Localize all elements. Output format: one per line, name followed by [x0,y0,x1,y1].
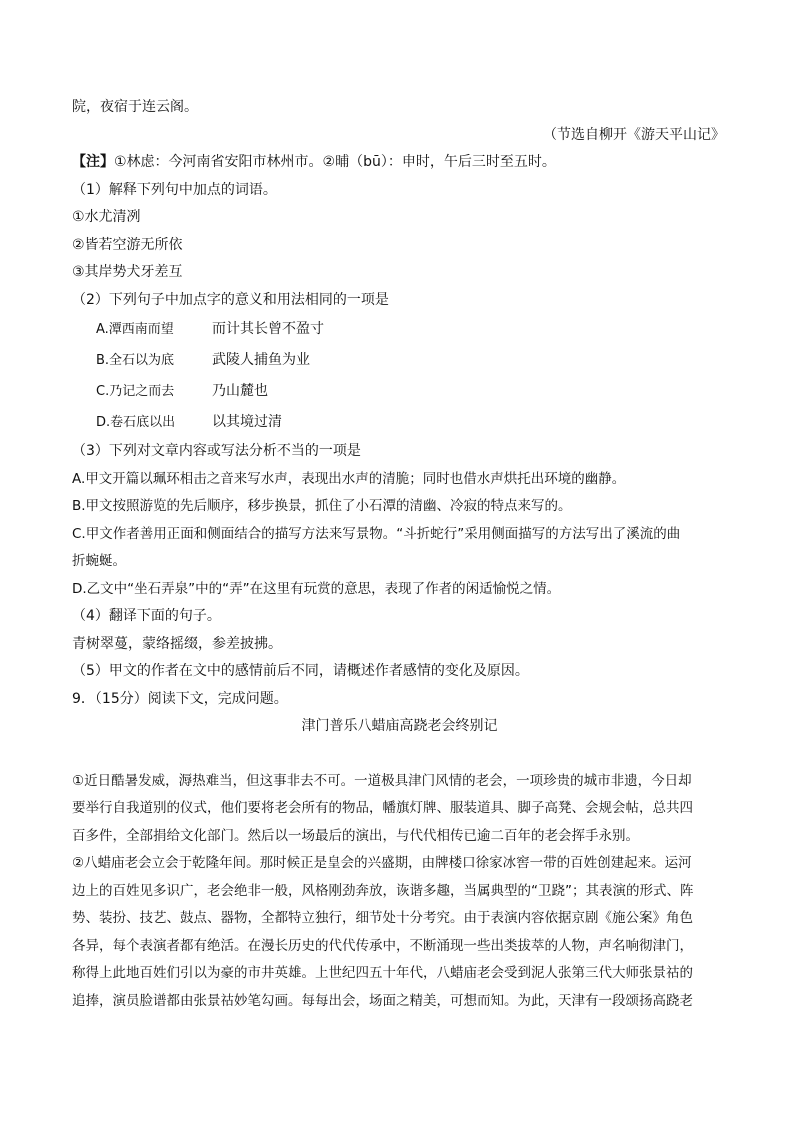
question-2-option-b [72,345,727,376]
option-right: 而计其长曾不盈寸 [212,321,324,337]
option-right: 乃山麓也 [212,383,268,399]
question-3-option: C.甲文作者善用正面和侧面结合的描写方法来写景物。“斗折蛇行”采用侧面描写的方法写出了溪流的曲 [72,525,681,542]
question-3-option: D.乙文中“坐石弄泉”中的“弄”在这里有玩赏的意思，表现了作者的闲适愉悦之情。 [72,580,561,597]
paragraph-line: 称得上此地百姓们引以为豪的市井英雄。上世纪四五十年代，八蜡庙老会受到泥人张第三代大师张景祜的 [72,965,693,981]
article-paragraph-2 [72,850,727,1015]
footnote [72,149,727,177]
option-right: 以其境过清 [212,414,282,430]
passage-tail: 院，夜宿于连云阁。 [72,99,198,115]
option-right: 武陵人捕鱼为业 [212,352,310,368]
paragraph-line: 各异，每个表演者都有绝活。在漫长历史的代代传承中，不断涌现一些出类拔萃的人物，声名响彻津门， [72,937,693,954]
question-1-item: ③其岸势犬牙差互 [72,264,183,280]
paragraph-line: ②八蜡庙老会立会于乾隆年间。那时候正是皇会的兴盛期，由牌楼口徐家冰窖一带的百姓创建起来。运河 [72,855,692,871]
paragraph-line: 百多件，全部捐给文化部门。然后以一场最后的演出，与代代相传已逾二百年的老会挥手永别。 [72,827,639,844]
question-3-option: B.甲文按照游览的先后顺序，移步换景，抓住了小石潭的清幽、冷寂的特点来写的。 [72,498,572,514]
option-left: A.潭西南而望 [96,322,174,337]
footnote-label: 【注】 [72,154,114,170]
question-4-sentence: 青树翠蔓，蒙络摇缀，参差披拂。 [72,635,282,652]
source-citation: （节选自柳开《游天平山记》 [543,126,725,143]
question-5-stem: （5）甲文的作者在文中的感情前后不同，请概述作者感情的变化及原因。 [72,663,529,679]
question-3-option-continued: 折蜿蜒。 [72,553,126,569]
question-3-option: A.甲文开篇以珮环相击之音来写水声，表现出水声的清脆；同时也借水声烘托出环境的幽静。 [72,470,626,487]
paragraph-line: ①近日酷暑发威，溽热难当，但这事非去不可。一道极具津门风情的老会，一项珍贵的城市非遗，今日却 [72,772,692,789]
paragraph-line: 追捧，演员脸谱都由张景祜妙笔勾画。每每出会，场面之精美，可想而知。为此，天津有一段颂扬高跷老 [72,992,693,1009]
question-9-stem: 9．（15分）阅读下文，完成问题。 [72,690,288,707]
question-1-item: ②皆若空游无所依 [72,236,183,253]
option-left: C.乃记之而去 [96,384,175,399]
article-paragraph-1 [72,768,727,851]
paragraph-line: 边上的百姓见多识广，老会绝非一般，风格刚劲奔放，诙谐多趣，当属典型的“卫跷”；其表演的形式、阵 [72,882,694,899]
question-2-stem: （2）下列句子中加点字的意义和用法相同的一项是 [72,291,389,308]
article-title: 津门普乐八蜡庙高跷老会终别记 [301,718,498,734]
question-4-stem: （4）翻译下面的句子。 [72,608,221,624]
question-2-option-c [72,376,727,407]
question-1-stem: （1）解释下列句中加点的词语。 [72,181,277,198]
option-left: B.全石以为底 [96,353,175,368]
footnote-text: ①林虑：今河南省安阳市林州市。②晡（bū）：申时，午后三时至五时。 [114,154,556,170]
question-1-item: ①水尤清冽 [72,209,141,225]
question-2-option-d [72,407,727,438]
question-3-stem: （3）下列对文章内容或写法分析不当的一项是 [72,443,361,459]
paragraph-line: 势、装扮、技艺、鼓点、器物，全都特立独行，细节处十分考究。由于表演内容依据京剧《施公案》角色 [72,910,693,926]
paragraph-line: 要举行自我道别的仪式，他们要将老会所有的物品，幡旗灯牌、服装道具、脚子高凳、会规会帖，总共四 [72,800,693,816]
option-left: D.卷石底以出 [96,415,176,430]
document-page [72,94,727,1015]
question-2-option-a [72,314,727,345]
